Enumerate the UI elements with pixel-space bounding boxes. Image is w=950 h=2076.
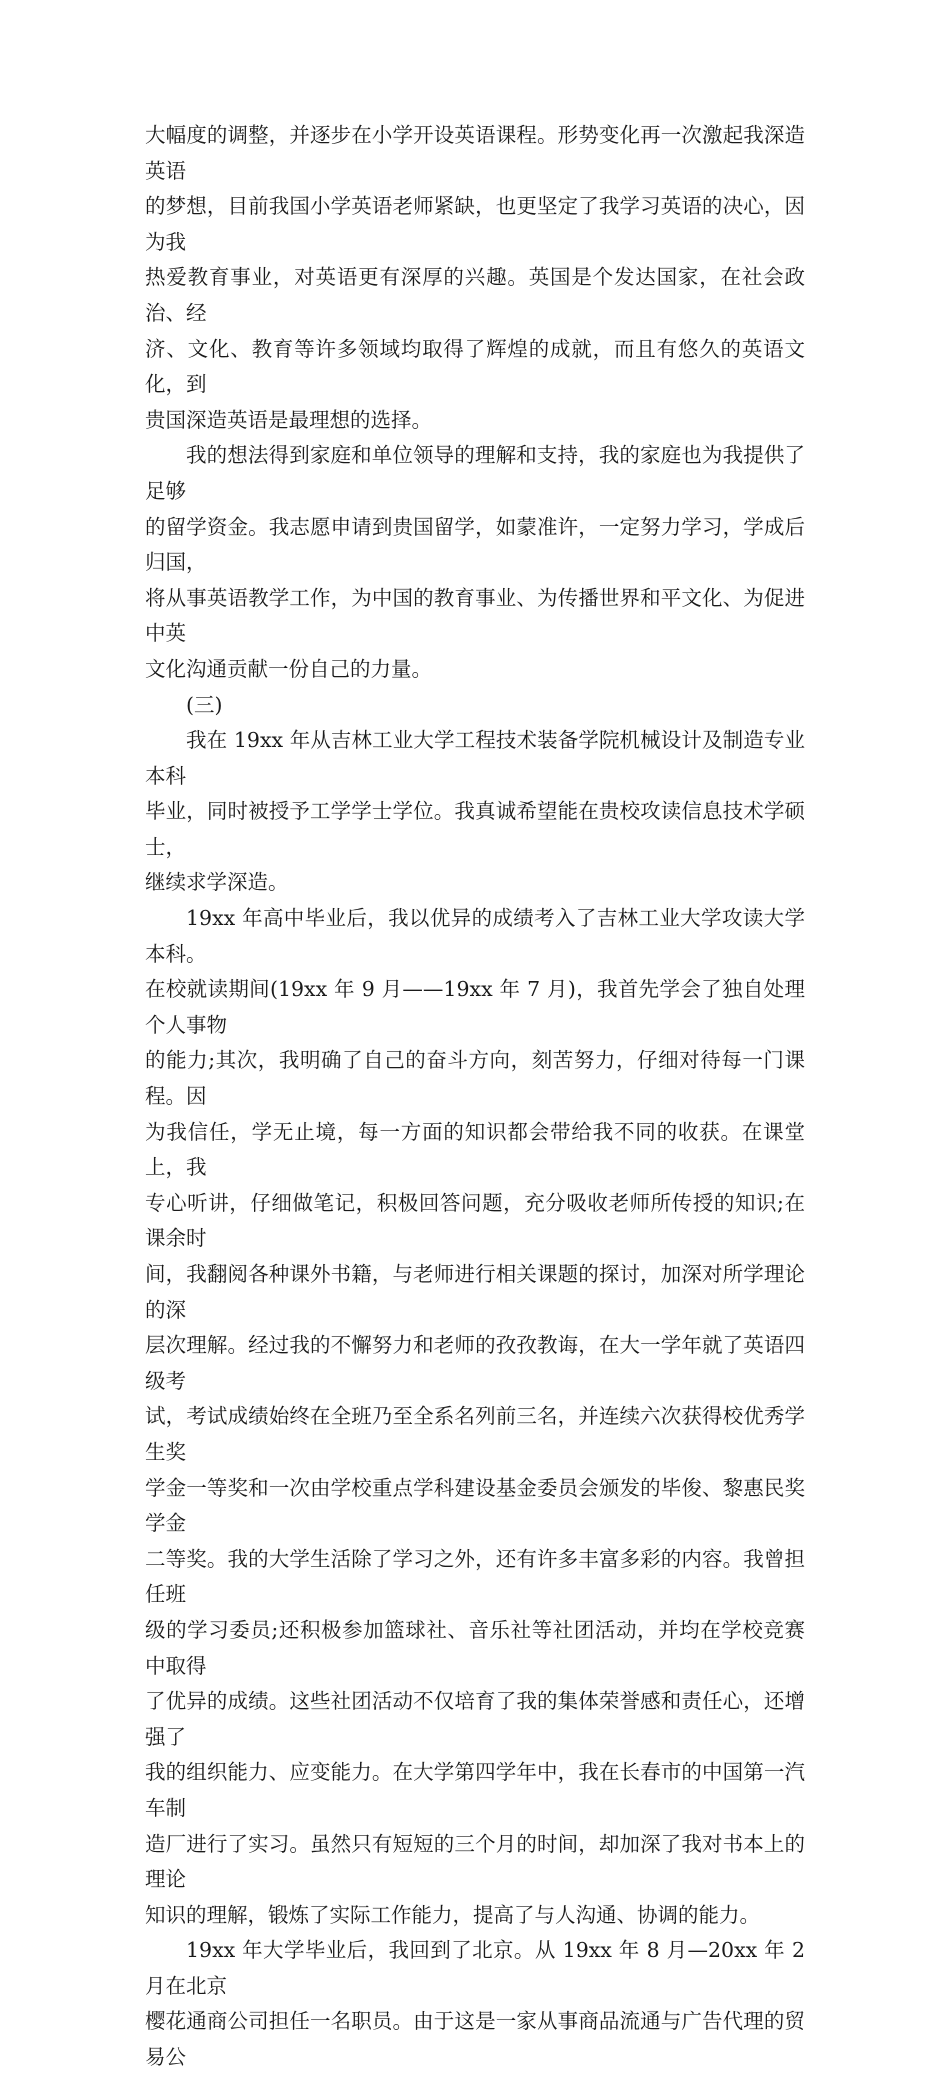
text-line: 专心听讲，仔细做笔记，积极回答问题，充分吸收老师所传授的知识;在课余时 xyxy=(145,1190,805,1251)
document-body xyxy=(145,118,805,2076)
paragraph xyxy=(145,688,805,724)
text-line: 学金一等奖和一次由学校重点学科建设基金委员会颁发的毕俊、黎惠民奖学金 xyxy=(145,1475,805,1536)
paragraph xyxy=(145,438,805,687)
text-line: 层次理解。经过我的不懈努力和老师的孜孜教诲，在大一学年就了英语四级考 xyxy=(145,1333,805,1393)
text-line: 级的学习委员;还积极参加篮球社、音乐社等社团活动，并均在学校竞赛中取得 xyxy=(145,1617,805,1678)
text-line: 文化沟通贡献一份自己的力量。 xyxy=(145,656,432,681)
text-line: 热爱教育事业，对英语更有深厚的兴趣。英国是个发达国家，在社会政治、经 xyxy=(145,265,805,325)
text-line: 19xx 年高中毕业后，我以优异的成绩考入了吉林工业大学攻读大学本科。 xyxy=(145,906,805,966)
text-line: 知识的理解，锻炼了实际工作能力，提高了与人沟通、协调的能力。 xyxy=(145,1902,760,1927)
text-line: 樱花通商公司担任一名职员。由于这是一家从事商品流通与广告代理的贸易公 xyxy=(145,2009,805,2070)
text-line: 济、文化、教育等许多领域均取得了辉煌的成就，而且有悠久的英语文化，到 xyxy=(145,336,805,397)
text-line: 二等奖。我的大学生活除了学习之外，还有许多丰富多彩的内容。我曾担任班 xyxy=(145,1546,805,1607)
text-line: 造厂进行了实习。虽然只有短短的三个月的时间，却加深了我对书本上的理论 xyxy=(145,1831,805,1892)
text-line: 间，我翻阅各种课外书籍，与老师进行相关课题的探讨，加深对所学理论的深 xyxy=(145,1262,805,1322)
text-line: 大幅度的调整，并逐步在小学开设英语课程。形势变化再一次激起我深造英语 xyxy=(145,123,805,183)
text-line: 的梦想，目前我国小学英语老师紧缺，也更坚定了我学习英语的决心，因为我 xyxy=(145,194,805,254)
text-line: 的能力;其次，我明确了自己的奋斗方向，刻苦努力，仔细对待每一门课程。因 xyxy=(145,1048,805,1109)
text-line: 毕业，同时被授予工学学士学位。我真诚希望能在贵校攻读信息技术学硕士， xyxy=(145,799,805,859)
paragraph xyxy=(145,118,805,438)
paragraph xyxy=(145,723,805,901)
paragraph xyxy=(145,1933,805,2075)
text-line: 了优异的成绩。这些社团活动不仅培育了我的集体荣誉感和责任心，还增强了 xyxy=(145,1689,805,1749)
text-line: 我的组织能力、应变能力。在大学第四学年中，我在长春市的中国第一汽车制 xyxy=(145,1760,805,1820)
text-line: 的留学资金。我志愿申请到贵国留学，如蒙准许，一定努力学习，学成后归国， xyxy=(145,514,805,575)
text-line: 我在 19xx 年从吉林工业大学工程技术装备学院机械设计及制造专业本科 xyxy=(145,728,805,788)
text-line: 贵国深造英语是最理想的选择。 xyxy=(145,407,432,432)
text-line: 我的想法得到家庭和单位领导的理解和支持，我的家庭也为我提供了足够 xyxy=(145,443,805,503)
text-line: 在校就读期间(19xx 年 9 月——19xx 年 7 月)，我首先学会了独自处理个人事物 xyxy=(145,977,805,1037)
text-line: 19xx 年大学毕业后，我回到了北京。从 19xx 年 8 月—20xx 年 2 月在北京 xyxy=(145,1938,805,1998)
text-line: 将从事英语教学工作，为中国的教育事业、为传播世界和平文化、为促进中英 xyxy=(145,585,805,646)
text-line: (三) xyxy=(186,692,223,717)
paragraph xyxy=(145,901,805,1933)
text-line: 继续求学深造。 xyxy=(145,870,289,895)
text-line: 试，考试成绩始终在全班乃至全系名列前三名，并连续六次获得校优秀学生奖 xyxy=(145,1404,805,1464)
text-line: 为我信任，学无止境，每一方面的知识都会带给我不同的收获。在课堂上，我 xyxy=(145,1119,805,1180)
